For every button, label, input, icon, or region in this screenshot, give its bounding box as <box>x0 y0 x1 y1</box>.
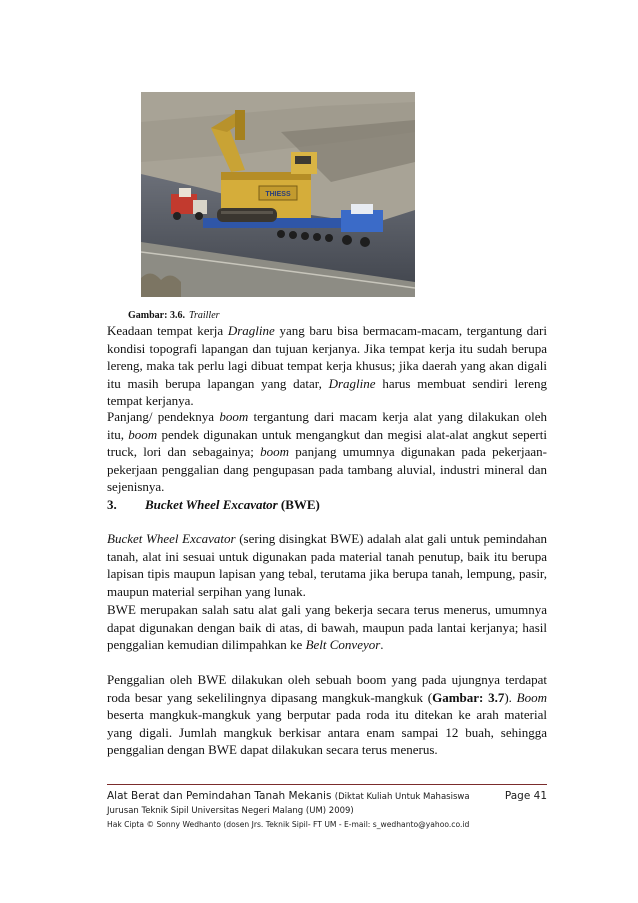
italic-term: Boom <box>516 689 547 705</box>
italic-term: boom <box>260 444 290 459</box>
figure-caption <box>128 310 220 321</box>
footer-department: Jurusan Teknik Sipil Universitas Negeri Malang (UM) 2009) <box>107 806 354 816</box>
section-title: Bucket Wheel Excavator <box>145 497 278 512</box>
page-footer <box>107 789 547 832</box>
footer-copyright: Hak Cipta © Sonny Wedhanto (dosen Jrs. Teknik Sipil- FT UM - E-mail: s_wedhanto@yahoo.co.id <box>107 820 470 829</box>
italic-term: boom <box>219 409 249 424</box>
paragraph-bwe-digging <box>107 671 547 759</box>
trailer-photo <box>141 92 415 297</box>
section-heading-bwe <box>107 497 320 513</box>
italic-term: Dragline <box>328 375 376 391</box>
paragraph-bwe-definition <box>107 530 547 600</box>
paragraph-dragline-workplace <box>107 322 547 410</box>
figure-caption-title: Trailler <box>188 310 220 321</box>
section-title-suffix: (BWE) <box>277 497 320 512</box>
text-run: ). <box>504 689 517 705</box>
figure-reference: Gambar: 3.7 <box>432 689 505 705</box>
text-run: beserta mangkuk-mangkuk yang berputar pada roda itu ditekan ke arah material yang digali. Jumlah mangkuk berkisar antara enam sampai 12 buah, sehingga penggalian dengan BWE dapat dilakukan secara terus menerus. <box>107 707 547 757</box>
paragraph-boom-length <box>107 408 547 496</box>
text-run: harus membuat sendiri lereng tempat kerjanya. <box>107 375 547 408</box>
section-number: 3. <box>107 497 117 512</box>
text-run: . <box>380 637 384 652</box>
figure-caption-label: Gambar: 3.6. <box>128 310 185 321</box>
footer-subtitle: (Diktat Kuliah Untuk Mahasiswa <box>334 792 470 802</box>
text-run: pendek digunakan untuk mengangkut dan megisi alat-alat angkut seperti truck, lori dan sebagainya; <box>107 426 547 459</box>
text-run: (sering disingkat BWE) adalah alat gali untuk pemindahan tanah, alat ini sesuai untuk digunakan pada material tanah penutup, baik itu berupa lapisan tipis maupun lapisan yang tebal, terutama jika berupa tanah, lempung, pasir, maupun material serpihan yang lunak. <box>107 531 547 599</box>
italic-term: boom <box>128 426 158 442</box>
thiess-logo-text: THIESS <box>265 191 291 198</box>
text-run: yang baru bisa bermacam-macam, tergantung dari kondisi topografi lapangan dan tujuan kerjanya. Jika tempat kerja itu sudah berupa lereng, maka tak perlu lagi dibuat tempat kerja khusus; jika daerah yang akan digali itu masih berupa lapangan yang datar, <box>107 323 547 391</box>
footer-divider <box>107 784 547 785</box>
text-run: Panjang/ pendeknya <box>107 409 220 424</box>
text-run: BWE merupakan salah satu alat gali yang bekerja secara terus menerus, umumnya dapat digunakan dengan baik di atas, di bawah, maupun pada lantai kerjanya; hasil penggalian kemudian dilimpahkan ke <box>107 602 547 652</box>
italic-term: Belt Conveyor <box>305 637 381 652</box>
text-run: panjang umumnya digunakan pada pekerjaan-pekerjaan penggalian dang pengupasan pada tambang aluvial, industri mineral dan sejenisnya. <box>107 444 547 494</box>
text-run: tergantung dari macam kerja alat yang dilakukan oleh itu, <box>107 409 547 442</box>
italic-term: Dragline <box>227 323 275 338</box>
page-number: Page 41 <box>504 790 547 802</box>
text-run: Penggalian oleh BWE dilakukan oleh sebuah boom yang pada ujungnya terdapat roda besar yang sekelilingnya dipasang mangkuk-mangkuk ( <box>107 672 547 705</box>
text-run: Keadaan tempat kerja <box>107 323 228 338</box>
paragraph-bwe-operation <box>107 601 547 654</box>
trailer-photo-illustration <box>141 92 415 297</box>
footer-title: Alat Berat dan Pemindahan Tanah Mekanis <box>107 790 335 802</box>
italic-term: Bucket Wheel Excavator <box>107 531 236 546</box>
footer-title-row <box>107 789 547 805</box>
